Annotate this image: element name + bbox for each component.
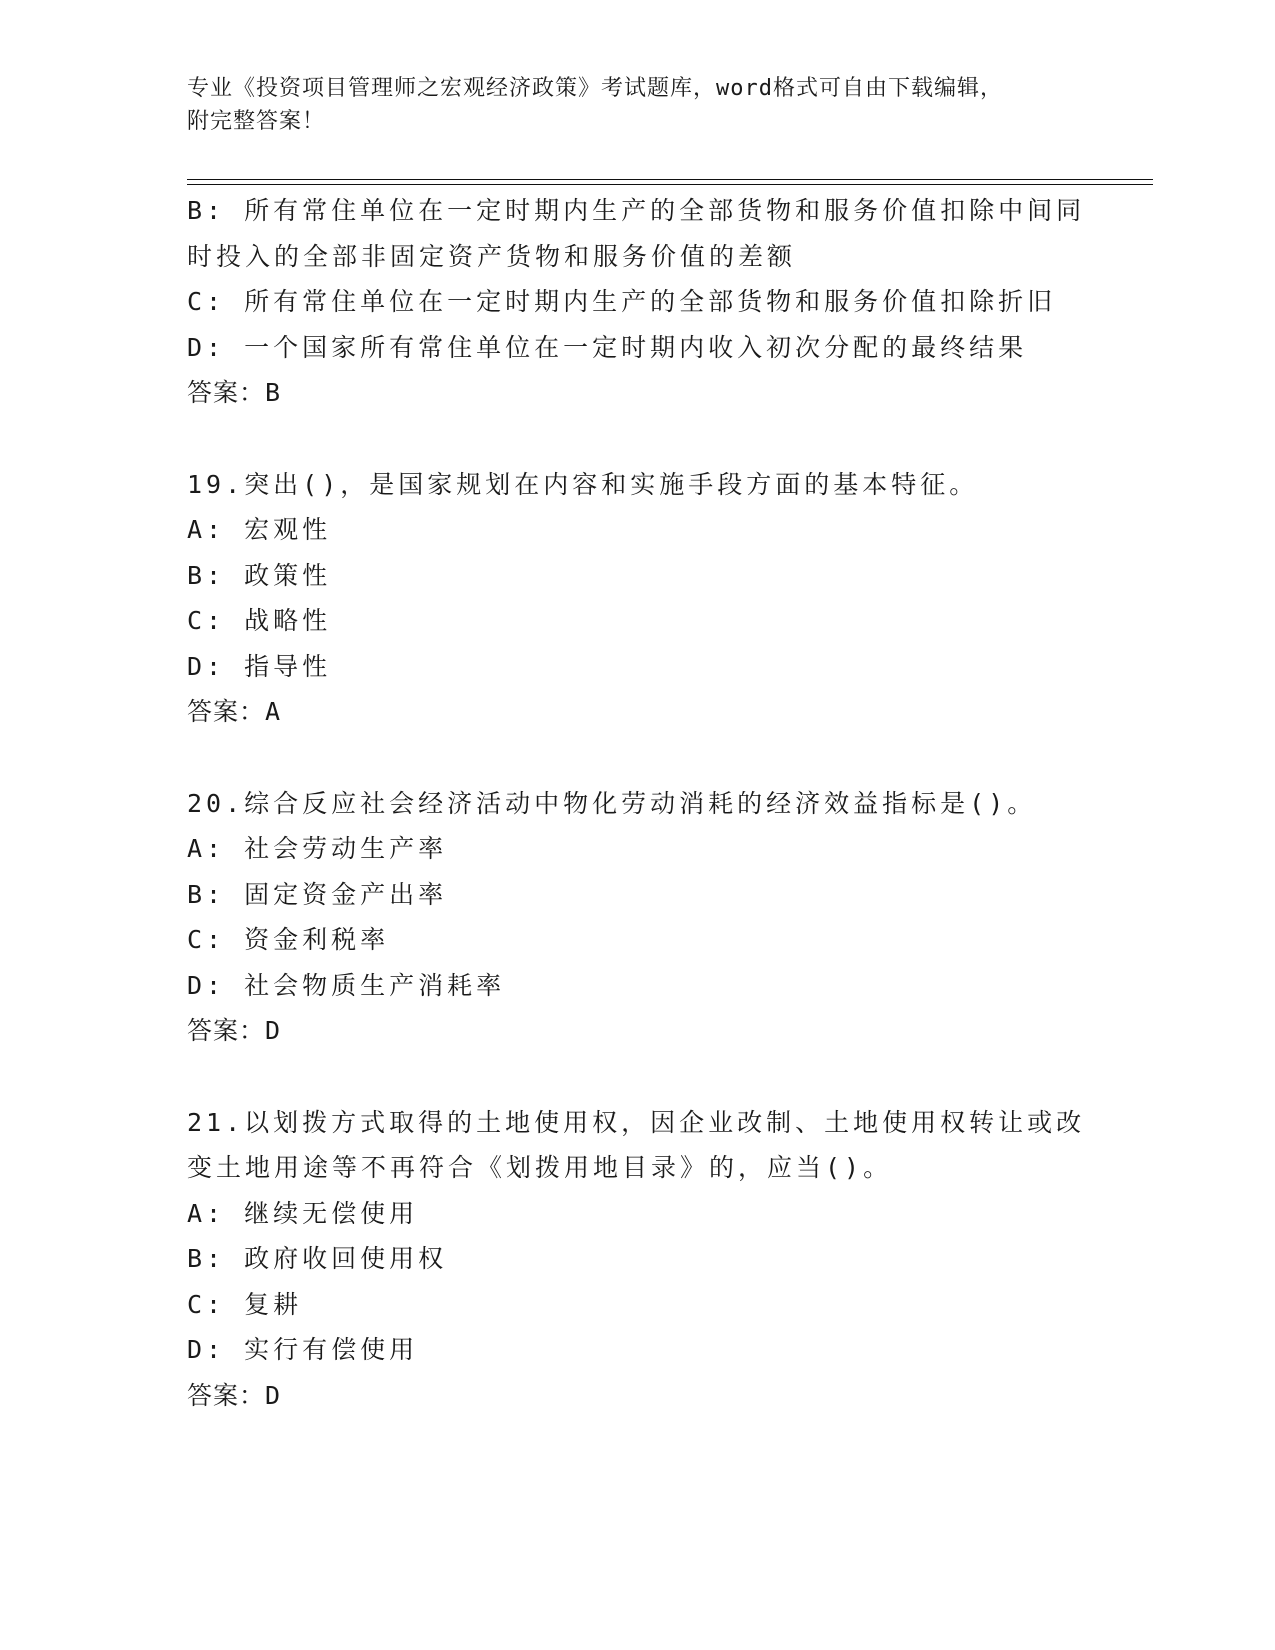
question-block-21	[187, 1100, 1087, 1419]
option-b: B: 政策性	[187, 560, 332, 590]
option-b-line-1: B: 所有常住单位在一定时期内生产的全部货物和服务价值扣除中间同	[187, 196, 1086, 225]
spacer	[187, 416, 1087, 462]
option-d: D: 社会物质生产消耗率	[187, 970, 506, 1000]
option-d: D: 指导性	[187, 651, 332, 681]
option-c: C: 所有常住单位在一定时期内生产的全部货物和服务价值扣除折旧	[187, 287, 1057, 316]
option-d: D: 一个国家所有常住单位在一定时期内收入初次分配的最终结果	[187, 332, 1028, 362]
option-b: B: 固定资金产出率	[187, 879, 448, 909]
header-line-2: 附完整答案！	[187, 109, 326, 134]
option-a: A: 社会劳动生产率	[187, 834, 448, 863]
document-header	[187, 72, 1087, 138]
question-block-18	[187, 188, 1087, 416]
header-divider-bottom	[187, 184, 1153, 185]
question-block-19	[187, 462, 1087, 735]
answer-label: 答案：D	[187, 1016, 282, 1045]
spacer	[187, 735, 1087, 781]
question-stem: 19.突出()，是国家规划在内容和实施手段方面的基本特征。	[187, 469, 979, 499]
option-b-line-2: 时投入的全部非固定资产货物和服务价值的差额	[187, 241, 797, 271]
option-a: A: 继续无偿使用	[187, 1198, 419, 1228]
header-line-1: 专业《投资项目管理师之宏观经济政策》考试题库，word格式可自由下载编辑，	[187, 76, 1003, 101]
question-stem-line-2: 变土地用途等不再符合《划拨用地目录》的，应当()。	[187, 1153, 893, 1182]
spacer	[187, 1054, 1087, 1100]
answer-label: 答案：D	[187, 1380, 282, 1410]
option-c: C: 资金利税率	[187, 925, 390, 954]
answer-label: 答案：A	[187, 697, 282, 726]
question-content	[187, 188, 1087, 1418]
option-b: B: 政府收回使用权	[187, 1244, 448, 1273]
option-c: C: 战略性	[187, 606, 332, 635]
answer-label: 答案：B	[187, 378, 282, 407]
question-stem: 20.综合反应社会经济活动中物化劳动消耗的经济效益指标是()。	[187, 788, 1037, 818]
header-divider-top	[187, 179, 1153, 180]
question-stem-line-1: 21.以划拨方式取得的土地使用权，因企业改制、土地使用权转让或改	[187, 1107, 1086, 1137]
option-d: D: 实行有偿使用	[187, 1335, 419, 1364]
question-block-20	[187, 781, 1087, 1054]
option-c: C: 复耕	[187, 1289, 303, 1319]
option-a: A: 宏观性	[187, 515, 332, 544]
